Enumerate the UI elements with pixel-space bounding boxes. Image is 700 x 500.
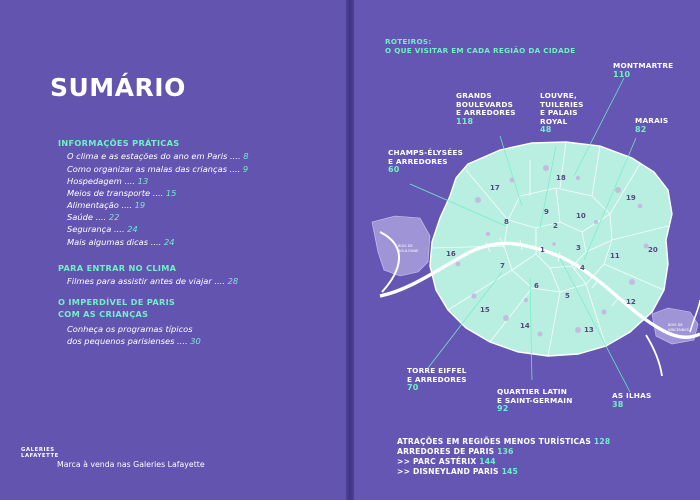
toc-item-hospedagem[interactable]: Hospedagem .... 13 xyxy=(67,176,149,186)
arr-15: 15 xyxy=(480,306,490,314)
toc-item-transporte[interactable]: Meios de transporte .... 15 xyxy=(67,188,177,198)
arr-2: 2 xyxy=(553,222,558,230)
boulogne-label-2: BOULOGNE xyxy=(398,249,419,253)
arr-5: 5 xyxy=(565,292,570,300)
toc-item-dicas[interactable]: Mais algumas dicas .... 24 xyxy=(67,237,175,247)
arr-9: 9 xyxy=(544,208,549,216)
section-heading-clima: PARA ENTRAR NO CLIMA xyxy=(58,263,177,273)
region-louvre[interactable]: LOUVRE, TUILERIES E PALAIS ROYAL 48 xyxy=(540,91,584,135)
region-marais[interactable]: MARAIS 82 xyxy=(635,116,669,134)
bottom-item-arredores[interactable]: ARREDORES DE PARIS 136 xyxy=(397,447,514,456)
vincennes-label-2: VINCENNES xyxy=(668,328,689,332)
toc-item-programas[interactable]: Conheça os programas típicos dos pequenos parisienses .... 30 xyxy=(67,324,201,346)
section-heading-imperdivel: O IMPERDÍVEL DE PARIS COM AS CRIANÇAS xyxy=(58,297,176,319)
section-heading-info: INFORMAÇÕES PRÁTICAS xyxy=(58,138,180,148)
toc-item-saude[interactable]: Saúde .... 22 xyxy=(67,212,120,222)
toc-item-filmes[interactable]: Filmes para assistir antes de viajar .... 28 xyxy=(67,276,239,286)
arr-11: 11 xyxy=(610,252,620,260)
arr-4: 4 xyxy=(580,264,585,272)
toc-item-alimentacao[interactable]: Alimentação .... 19 xyxy=(67,200,146,210)
arr-6: 6 xyxy=(534,282,539,290)
map-header: ROTEIROS: O QUE VISITAR EM CADA REGIÃO DA CIDADE xyxy=(385,37,576,55)
toc-item-seguranca[interactable]: Segurança .... 24 xyxy=(67,224,138,234)
toc-item-clima[interactable]: O clima e as estações do ano em Paris .... 8 xyxy=(67,151,249,161)
arr-14: 14 xyxy=(520,322,530,330)
galeries-lafayette-logo: GALERIES LAFAYETTE xyxy=(21,447,59,459)
arr-1: 1 xyxy=(540,246,545,254)
arr-10: 10 xyxy=(576,212,586,220)
arr-20: 20 xyxy=(648,246,658,254)
arr-16: 16 xyxy=(446,250,456,258)
bottom-item-asterix[interactable]: >> PARC ASTÉRIX 144 xyxy=(397,457,496,466)
boulogne-label-1: BOIS DE xyxy=(398,244,413,248)
arr-8: 8 xyxy=(504,218,509,226)
arr-3: 3 xyxy=(576,244,581,252)
arr-17: 17 xyxy=(490,184,500,192)
arr-7: 7 xyxy=(500,262,505,270)
arr-12: 12 xyxy=(626,298,636,306)
region-champs-elysees[interactable]: CHAMPS-ÉLYSÉES E ARREDORES 60 xyxy=(388,148,464,175)
bottom-item-regioes[interactable]: ATRAÇÕES EM REGIÕES MENOS TURÍSTICAS 128 xyxy=(397,437,611,446)
region-quartier-latin[interactable]: QUARTIER LATIN E SAINT-GERMAIN 92 xyxy=(497,387,573,414)
arr-19: 19 xyxy=(626,194,636,202)
footnote: Marca à venda nas Galeries Lafayette xyxy=(57,460,205,469)
page-title: SUMÁRIO xyxy=(50,73,186,102)
region-torre-eiffel[interactable]: TORRE EIFFEL E ARREDORES 70 xyxy=(407,366,467,393)
region-montmartre[interactable]: MONTMARTRE 110 xyxy=(613,61,674,79)
region-grands-boulevards[interactable]: GRANDS BOULEVARDS E ARREDORES 118 xyxy=(456,91,516,126)
region-as-ilhas[interactable]: AS ILHAS 38 xyxy=(612,391,652,409)
toc-item-malas[interactable]: Como organizar as malas das crianças .... 9 xyxy=(67,164,249,174)
arr-13: 13 xyxy=(584,326,594,334)
bottom-item-disneyland[interactable]: >> DISNEYLAND PARIS 145 xyxy=(397,467,519,476)
marne-river xyxy=(646,335,662,376)
vincennes-label-1: BOIS DE xyxy=(668,323,683,327)
arr-18: 18 xyxy=(556,174,566,182)
city-outline xyxy=(430,142,672,356)
